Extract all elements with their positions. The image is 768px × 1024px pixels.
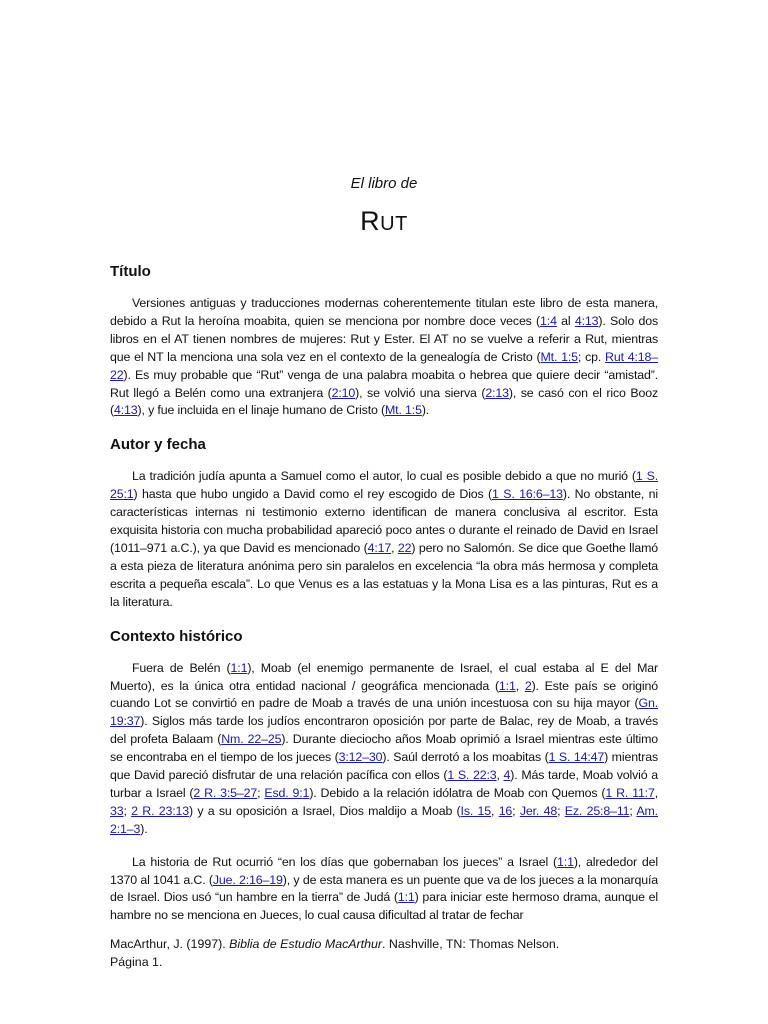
scripture-reference-link[interactable]: Rut 4:18–22 [110, 349, 658, 382]
scripture-reference-link[interactable]: Jer. 48 [519, 803, 558, 818]
paragraph-text: Fuera de Belén ( [132, 660, 231, 675]
paragraph-text: ) y a su oposición a Israel, Dios maldijo a Moab ( [188, 803, 461, 818]
section-heading: Autor y fecha [110, 436, 206, 454]
scripture-reference-link[interactable]: 1:1 [557, 854, 574, 869]
scripture-reference-link[interactable]: Nm. 22–25 [221, 732, 282, 747]
section-heading: Contexto histórico [110, 627, 243, 645]
paragraph-text: ; [123, 803, 132, 818]
scripture-reference-link[interactable]: 1 R. 11:7 [605, 785, 655, 800]
scripture-reference-link[interactable]: 4 [503, 768, 511, 783]
section-paragraph [110, 854, 658, 926]
section-contexto-historico [110, 627, 658, 926]
paragraph-text: ), y de esta manera es un puente que va de los jueces a la monarquía de Israel. Dios usó “un hambre en la tierra” de Judá ( [110, 872, 659, 905]
paragraph-text: , [654, 785, 659, 800]
section-heading: Título [110, 263, 151, 280]
paragraph-text: ; [629, 803, 637, 818]
paragraph-text: , [496, 768, 504, 783]
scripture-reference-link[interactable]: 16 [498, 803, 513, 818]
paragraph-text: Versiones antiguas y traducciones modernas coherentemente titulan este libro de esta manera, debido a Rut la heroína moabita, quien se menciona por nombre doce veces ( [110, 296, 658, 328]
book-title [0, 206, 768, 237]
paragraph-text: ), Moab (el enemigo permanente de Israel, el cual estaba al E del Mar Muerto), es la única otra entidad nacional / geográfica mencionada ( [110, 660, 658, 693]
paragraph-text: ). Más tarde, Moab volvió a turbar a Israel ( [110, 768, 658, 800]
paragraph-text: ). No obstante, ni características internas ni testimonio externo identifican de manera conclusiva al escritor. Esta exquisita historia con mucha probabilidad apareció poco antes o durante el reinado de David en Israel (1011–971 a.C.), ya que David es mencionado ( [110, 487, 658, 555]
paragraph-text: ), alrededor del 1370 al 1041 a.C. ( [110, 854, 658, 887]
paragraph-text: ) hasta que hubo ungido a David como el rey escogido de Dios ( [133, 487, 493, 502]
scripture-reference-link[interactable]: Gn. 19:37 [110, 696, 658, 729]
scripture-reference-link[interactable]: 4:13 [113, 403, 138, 418]
paragraph-text: ). Saúl derrotó a los moabitas ( [382, 750, 549, 765]
scripture-reference-link[interactable]: 1 S. 14:47 [548, 750, 605, 765]
section-paragraph [110, 295, 658, 420]
book-title-initial: R [360, 206, 381, 236]
scripture-reference-link[interactable]: 3:12–30 [338, 750, 383, 765]
paragraph-text: , [391, 540, 398, 555]
document-body [110, 262, 658, 940]
paragraph-text: ), se casó con el rico Booz ( [110, 385, 658, 418]
scripture-reference-link[interactable]: 2:13 [485, 385, 509, 400]
scripture-reference-link[interactable]: 1:4 [540, 313, 557, 328]
section-titulo [110, 262, 658, 420]
paragraph-text: ). [140, 821, 148, 836]
page-number: Página 1. [110, 955, 163, 969]
paragraph-text: ; [512, 803, 520, 818]
paragraph-text: ; [557, 803, 565, 818]
scripture-reference-link[interactable]: 1:1 [397, 890, 415, 905]
scripture-reference-link[interactable]: 22 [397, 540, 412, 555]
paragraph-text: ) para iniciar este hermoso drama, aunque el hambre no se menciona en Jueces, lo cual causa dificultad al tratar de fechar [110, 890, 658, 923]
scripture-reference-link[interactable]: 33 [110, 803, 124, 818]
paragraph-text: ). Debido a la relación idólatra de Moab con Quemos ( [309, 785, 606, 800]
section-paragraph [110, 468, 658, 611]
scripture-reference-link[interactable]: 2 [524, 678, 532, 693]
citation [110, 935, 658, 953]
paragraph-text: ), y fue incluida en el linaje humano de Cristo ( [137, 403, 385, 418]
book-kicker: El libro de [350, 175, 418, 192]
paragraph-text: ). Solo dos libros en el AT tienen nombres de mujeres: Rut y Ester. El AT no se vuelve a referir a Rut, mientras que el NT la menciona una sola vez en el contexto de la genealogía de Cristo ( [110, 313, 659, 364]
paragraph-text: ). Este país se originó cuando Lot se convirtió en padre de Moab a través de una unión incestuosa con su hija mayor ( [110, 678, 658, 711]
scripture-reference-link[interactable]: 1 S. 25:1 [110, 469, 658, 502]
citation-author: MacArthur, J. (1997). [110, 937, 230, 951]
paragraph-text: , [491, 803, 499, 818]
book-title-rest: UT [380, 213, 408, 235]
scripture-reference-link[interactable]: Esd. 9:1 [264, 785, 310, 800]
paragraph-text: ), se volvió una sierva ( [355, 385, 486, 400]
section-autor-y-fecha [110, 435, 658, 611]
paragraph-text: , [515, 678, 525, 693]
paragraph-text: ) mientras que David pareció disfrutar de una relación pacífica con ellos ( [110, 750, 658, 783]
paragraph-text: ; cp. [577, 349, 606, 364]
scripture-reference-link[interactable]: 2:10 [331, 385, 356, 400]
scripture-reference-link[interactable]: Mt. 1:5 [540, 349, 578, 364]
citation-title: Biblia de Estudio MacArthur [229, 937, 383, 951]
scripture-reference-link[interactable]: Jue. 2:16–19 [212, 872, 283, 887]
scripture-reference-link[interactable]: 1:1 [230, 660, 248, 675]
paragraph-text: ). [421, 403, 430, 418]
paragraph-text: ) pero no Salomón. Se dice que Goethe llamó a esta pieza de literatura anónima pero sin paralelos en excelencia “la obra más hermosa y completa escrita a pequeña escala”. Lo que Venus es a las estatuas y la Mona Lisa es a las pinturas, Rut es a la literatura. [110, 540, 658, 609]
page-footer [110, 935, 658, 971]
citation-publisher: . Nashville, TN: Thomas Nelson. [382, 937, 560, 951]
scripture-reference-link[interactable]: Ez. 25:8–11 [564, 803, 630, 818]
scripture-reference-link[interactable]: 2 R. 23:13 [131, 803, 189, 818]
scripture-reference-link[interactable]: 1 S. 22:3 [447, 768, 497, 783]
paragraph-text: ; [257, 785, 265, 800]
scripture-reference-link[interactable]: 4:13 [574, 313, 599, 328]
paragraph-text: ). Siglos más tarde los judíos encontraron oposición por parte de Balac, rey de Moab, a través del profeta Balaam ( [110, 714, 658, 747]
paragraph-text: La tradición judía apunta a Samuel como el autor, lo cual es posible debido a que no murió ( [132, 469, 636, 484]
scripture-reference-link[interactable]: 1 S. 16:6–13 [492, 487, 563, 502]
scripture-reference-link[interactable]: Am. 2:1–3 [110, 803, 658, 836]
scripture-reference-link[interactable]: 1:1 [498, 678, 516, 693]
paragraph-text: al [556, 313, 575, 328]
scripture-reference-link[interactable]: 2 R. 3:5–27 [193, 785, 258, 800]
section-paragraph [110, 660, 658, 839]
paragraph-text: ). Es muy probable que “Rut” venga de una palabra moabita o hebrea que quiere decir “amistad”. Rut llegó a Belén como una extranjera ( [110, 367, 658, 400]
paragraph-text: ). Durante dieciocho años Moab oprimió a Israel mientras este último se encontraba en el tiempo de los jueces ( [110, 732, 659, 765]
scripture-reference-link[interactable]: Is. 15 [460, 803, 492, 818]
scripture-reference-link[interactable]: Mt. 1:5 [385, 403, 422, 418]
paragraph-text: La historia de Rut ocurrió “en los días que gobernaban los jueces” a Israel ( [132, 854, 558, 869]
scripture-reference-link[interactable]: 4:17 [367, 540, 392, 555]
